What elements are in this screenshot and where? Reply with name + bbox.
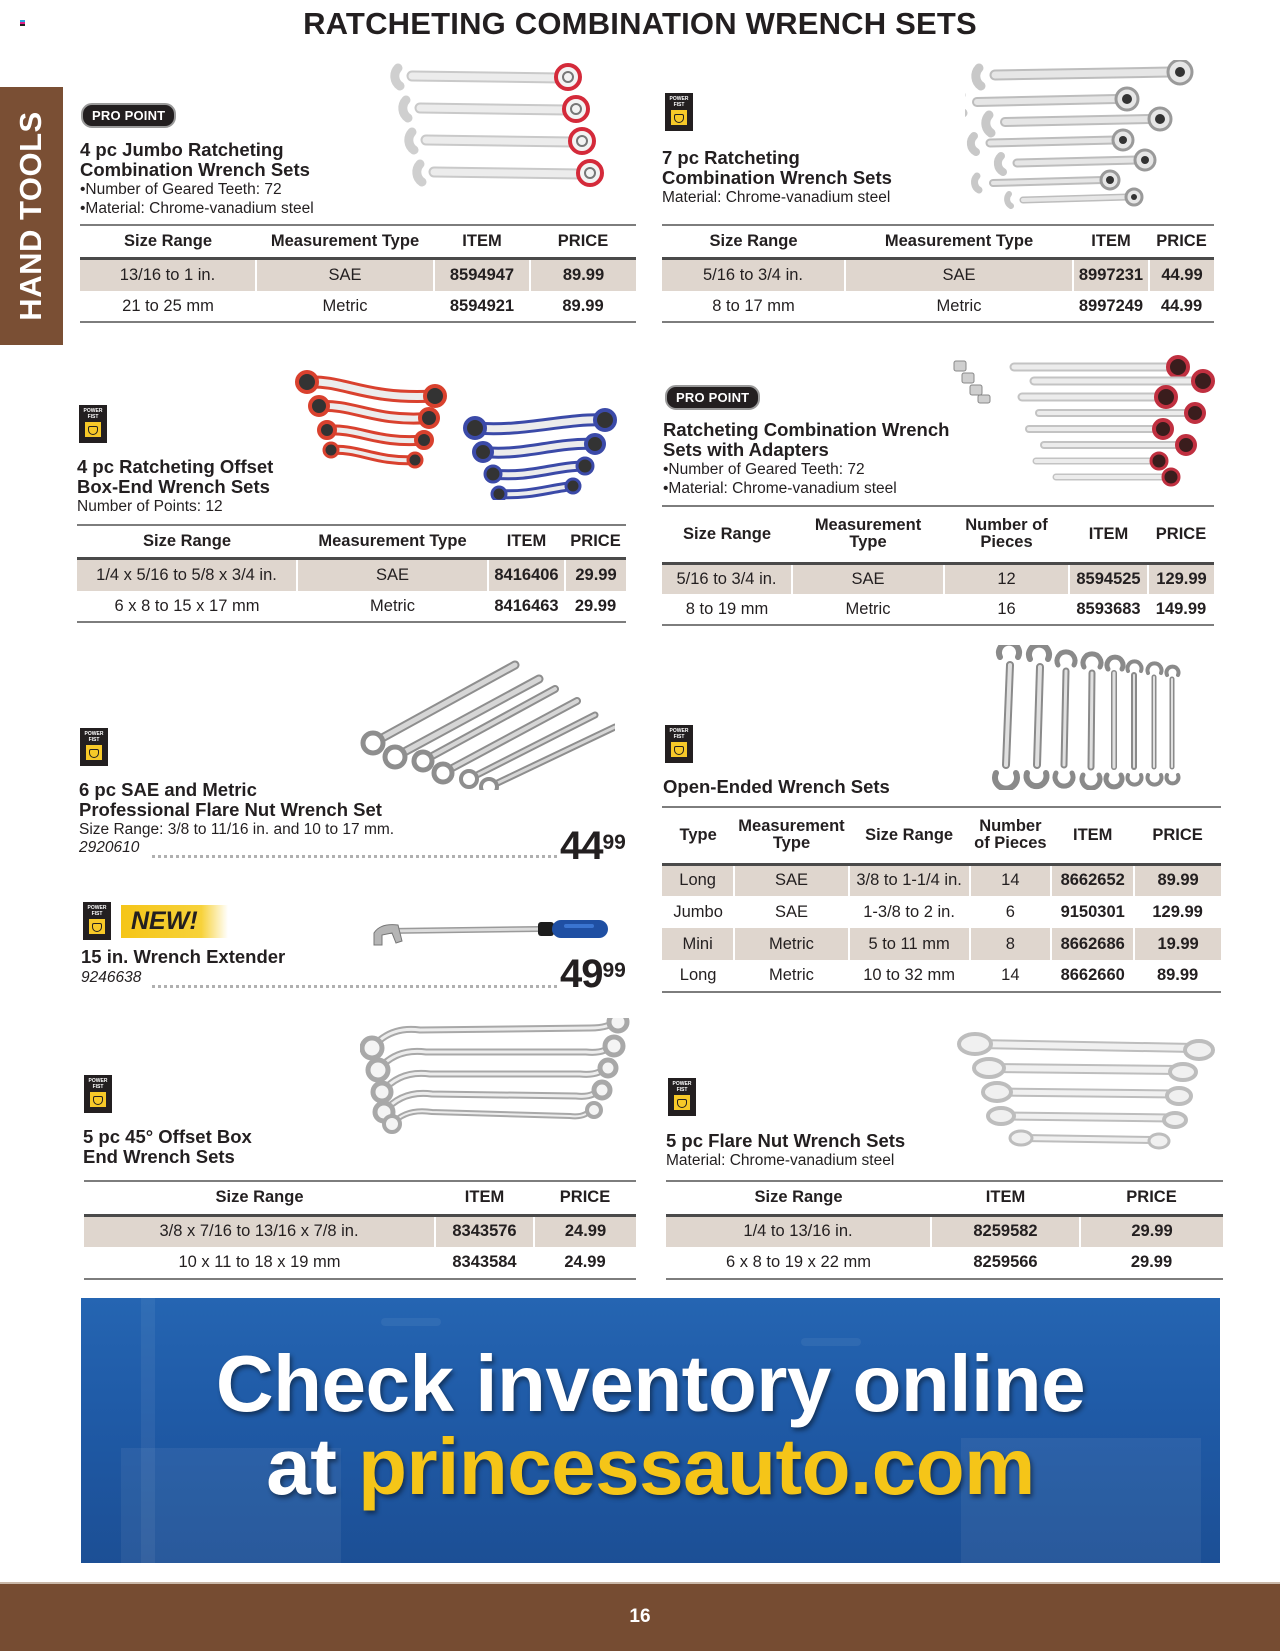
table-row [80, 258, 636, 291]
section-tab-label: HAND TOOLS [13, 111, 48, 321]
cell-measurement-type: SAE [256, 258, 434, 291]
product-wrench-extender [83, 902, 228, 940]
cell-measurement-type: Metric [769, 966, 814, 984]
product-open-ended [665, 725, 693, 768]
cell-price: 24.99 [564, 1253, 606, 1271]
column-header: PRICE [570, 531, 621, 550]
product-title: Combination Wrench Sets [80, 159, 310, 180]
product-info [80, 140, 314, 218]
product-title: Sets with Adapters [663, 439, 829, 460]
column-header: Measurement Type [318, 531, 467, 550]
cell-item-number: 8662660 [1060, 966, 1125, 984]
wrench-set-photo-icon [360, 1018, 640, 1138]
cell-measurement-type: Metric [322, 296, 368, 315]
product-spec-table [662, 505, 1214, 626]
cell-item-number: 8997249 [1078, 296, 1144, 315]
cell-price: 89.99 [1134, 864, 1221, 896]
cell-number-of-pieces: 12 [944, 563, 1069, 594]
cell-type: Long [679, 966, 717, 984]
product-spec: •Number of Geared Teeth: 72 [663, 461, 865, 478]
cell-size-range: 8 to 17 mm [712, 296, 795, 315]
column-header: PRICE [559, 1188, 611, 1207]
wrench-set-photo-icon [955, 1030, 1230, 1160]
column-header: Measurement Type [884, 231, 1034, 250]
cell-type: Jumbo [673, 902, 723, 921]
column-header: Type [679, 825, 717, 844]
cell-size-range: 5/16 to 3/4 in. [662, 563, 792, 594]
cell-measurement-type: Metric [370, 596, 415, 615]
table-row [84, 1247, 636, 1279]
table-row [662, 594, 1214, 625]
product-title: 5 pc Flare Nut Wrench Sets [666, 1130, 906, 1151]
product-spec-table [84, 1180, 636, 1280]
product-info [663, 420, 949, 498]
cell-price: 89.99 [562, 296, 604, 315]
cell-size-range: 6 x 8 to 19 x 22 mm [726, 1253, 871, 1271]
cell-measurement-type: SAE [792, 563, 944, 594]
wrench-set-photo-icon [990, 645, 1200, 790]
column-header: PRICE [1156, 231, 1207, 250]
banner-subline: at princessauto.com [266, 1422, 1035, 1511]
product-7pc-ratcheting [665, 93, 693, 136]
power-fist-logo-icon: POWER FIST [668, 1078, 696, 1116]
cell-price: 89.99 [1156, 966, 1199, 984]
product-title: 4 pc Ratcheting Offset [77, 456, 274, 477]
cell-item-number: 8594921 [449, 296, 515, 315]
product-spec: •Material: Chrome-vanadium steel [80, 200, 314, 217]
column-header: Size Range [215, 1188, 304, 1207]
cell-size-range: 1-3/8 to 2 in. [863, 902, 955, 921]
column-header: ITEM [1088, 524, 1129, 543]
product-price: $49^{99}$ [560, 952, 626, 996]
product-spec: Number of Points: 12 [77, 498, 223, 515]
table-row [662, 291, 1214, 322]
cell-item-number: 8343584 [452, 1253, 517, 1271]
product-spec: Size Range: 3/8 to 11/16 in. and 10 to 17 mm. [79, 821, 395, 838]
cell-measurement-type: SAE [774, 902, 808, 921]
product-title: 6 pc SAE and Metric [79, 779, 257, 800]
column-header: Size Range [123, 231, 213, 250]
cell-number-of-pieces: 14 [1001, 966, 1020, 984]
cell-number-of-pieces: 14 [970, 864, 1052, 896]
cell-price: 29.99 [565, 558, 626, 591]
product-spec: •Number of Geared Teeth: 72 [80, 181, 282, 198]
table-row [662, 928, 1221, 960]
column-header: Size Range [709, 231, 798, 250]
cell-measurement-type: SAE [845, 258, 1073, 291]
table-row [662, 258, 1214, 291]
cell-size-range: 1/4 to 13/16 in. [666, 1215, 931, 1247]
power-fist-logo-icon: POWER FIST [665, 93, 693, 131]
cell-measurement-type: SAE [297, 558, 488, 591]
cell-item-number: 8259582 [931, 1215, 1080, 1247]
column-header: Measurement Type [738, 817, 845, 853]
cell-item-number: 8259566 [973, 1253, 1038, 1271]
product-spec: Material: Chrome-vanadium steel [662, 189, 891, 206]
cell-price: 44.99 [1149, 258, 1214, 291]
page-title: RATCHETING COMBINATION WRENCH SETS [303, 6, 977, 41]
product-info [666, 1131, 905, 1170]
cell-type: Mini [662, 928, 734, 960]
table-row [662, 563, 1214, 594]
cell-measurement-type: Metric [936, 296, 982, 315]
product-with-adapters [665, 385, 760, 410]
column-header: ITEM [506, 531, 547, 550]
product-title: Professional Flare Nut Wrench Set [79, 799, 382, 820]
product-title: 15 in. Wrench Extender [81, 946, 286, 967]
product-flare-nut-5pc [668, 1078, 696, 1121]
pro-point-logo-icon: PRO POINT [81, 103, 176, 128]
cell-price: 24.99 [534, 1215, 636, 1247]
table-row [662, 960, 1221, 992]
cell-size-range: 13/16 to 1 in. [80, 258, 256, 291]
cell-size-range: 5/16 to 3/4 in. [662, 258, 845, 291]
product-title: End Wrench Sets [83, 1146, 235, 1167]
cell-price: 129.99 [1148, 563, 1214, 594]
product-sku: 9246638 [81, 969, 142, 986]
cell-item-number: 8662686 [1051, 928, 1134, 960]
cell-number-of-pieces: 8 [970, 928, 1052, 960]
product-title: Ratcheting Combination Wrench [663, 419, 950, 440]
column-header: ITEM [462, 231, 502, 250]
product-spec-table [662, 224, 1214, 323]
column-header: ITEM [985, 1188, 1026, 1207]
power-fist-logo-icon: POWER FIST [80, 728, 108, 766]
table-row [84, 1215, 636, 1247]
cell-price: 29.99 [1080, 1215, 1223, 1247]
product-info [662, 148, 892, 207]
product-title: 5 pc 45° Offset Box [83, 1126, 252, 1147]
column-header: Measurement Type [814, 516, 922, 552]
cell-size-range: 10 to 32 mm [863, 966, 955, 984]
product-title: Combination Wrench Sets [662, 167, 892, 188]
pro-point-logo-icon: PRO POINT [665, 385, 760, 410]
cell-item-number: 8662652 [1051, 864, 1134, 896]
cell-item-number: 8593683 [1076, 599, 1141, 618]
wrench-set-photo-icon [950, 355, 1220, 490]
dot-leader [152, 855, 557, 858]
power-fist-logo-icon: POWER FIST [79, 405, 107, 443]
column-header: ITEM [1072, 825, 1113, 844]
product-info [79, 780, 394, 857]
table-row [666, 1215, 1223, 1247]
column-header: ITEM [1091, 231, 1131, 250]
banner-headline: Check inventory online [215, 1339, 1086, 1428]
product-title: Box-End Wrench Sets [77, 476, 270, 497]
cell-measurement-type: SAE [734, 864, 848, 896]
product-title: Open-Ended Wrench Sets [663, 776, 890, 797]
cell-price: 149.99 [1155, 599, 1207, 618]
cell-size-range: 6 x 8 to 15 x 17 mm [114, 596, 260, 615]
cell-size-range: 3/8 x 7/16 to 13/16 x 7/8 in. [84, 1215, 435, 1247]
website-link[interactable]: princessauto.com [358, 1422, 1035, 1511]
page-footer [0, 1582, 1280, 1651]
table-row [80, 291, 636, 322]
wrench-set-photo-icon [355, 655, 615, 790]
cell-item-number: 8416463 [494, 596, 559, 615]
product-spec-table [666, 1180, 1223, 1280]
section-tab-hand-tools[interactable] [0, 87, 63, 345]
column-header: ITEM [464, 1188, 505, 1207]
cell-item-number: 9150301 [1060, 902, 1125, 921]
product-spec-table [662, 806, 1221, 993]
cell-number-of-pieces: 6 [1005, 902, 1015, 921]
cell-number-of-pieces: 16 [997, 599, 1016, 618]
product-spec: •Material: Chrome-vanadium steel [663, 480, 897, 497]
product-info [77, 457, 273, 516]
product-title: 7 pc Ratcheting [662, 147, 800, 168]
cell-price: 19.99 [1134, 928, 1221, 960]
table-row [77, 591, 626, 622]
wrench-extender-photo-icon [368, 915, 613, 960]
wrench-set-photo-icon [965, 60, 1225, 210]
column-header: Number of Pieces [965, 516, 1048, 552]
cell-size-range: 1/4 x 5/16 to 5/8 x 3/4 in. [77, 558, 297, 591]
cell-price: 129.99 [1152, 902, 1203, 921]
column-header: Size Range [865, 825, 954, 844]
cell-size-range: 8 to 19 mm [685, 599, 769, 618]
product-flare-nut-6pc [80, 728, 108, 771]
table-row [662, 896, 1221, 928]
cell-item-number: 8997231 [1073, 258, 1149, 291]
table-row [77, 558, 626, 591]
wrench-set-photo-icon [390, 58, 610, 203]
table-row [666, 1247, 1223, 1279]
cell-measurement-type: Metric [734, 928, 848, 960]
cell-size-range: 3/8 to 1-1/4 in. [849, 864, 970, 896]
cell-item-number: 8343576 [435, 1215, 534, 1247]
column-header: Size Range [754, 1188, 843, 1207]
cell-price: 29.99 [1130, 1253, 1173, 1271]
cell-item-number: 8594947 [434, 258, 530, 291]
product-spec-table [77, 524, 626, 623]
power-fist-logo-icon: POWER FIST [84, 1075, 112, 1113]
column-header: PRICE [1126, 1188, 1177, 1207]
cell-price: 89.99 [530, 258, 636, 291]
cell-size-range: 21 to 25 mm [122, 296, 214, 315]
dot-leader [152, 985, 557, 988]
product-offset-box-45 [84, 1075, 112, 1118]
column-header: PRICE [1155, 524, 1207, 543]
cell-measurement-type: Metric [845, 599, 891, 618]
product-spec-table [80, 224, 636, 323]
table-row [662, 864, 1221, 896]
column-header: Size Range [142, 531, 232, 550]
column-header: PRICE [557, 231, 609, 250]
power-fist-logo-icon: POWER FIST [83, 902, 111, 940]
cell-item-number: 8416406 [488, 558, 565, 591]
new-badge: NEW! [121, 905, 228, 938]
cell-type: Long [662, 864, 734, 896]
check-inventory-banner[interactable] [81, 1298, 1220, 1563]
page-number: 16 [629, 1606, 651, 1627]
product-info [81, 947, 285, 987]
column-header: PRICE [1152, 825, 1203, 844]
column-header: Measurement Type [270, 231, 420, 250]
power-fist-logo-icon: POWER FIST [665, 725, 693, 763]
product-info [83, 1127, 252, 1167]
cell-item-number: 8594525 [1069, 563, 1148, 594]
product-spec: Material: Chrome-vanadium steel [666, 1152, 895, 1169]
product-price: $44^{99}$ [560, 824, 626, 868]
product-offset-box-end [79, 405, 107, 448]
wrench-set-photo-icon [285, 370, 620, 500]
cell-size-range: 10 x 11 to 18 x 19 mm [178, 1253, 341, 1271]
product-jumbo-ratcheting [81, 103, 176, 128]
column-header: Number of Pieces [974, 817, 1047, 853]
cell-price: 29.99 [574, 596, 617, 615]
cell-price: 44.99 [1160, 296, 1203, 315]
cell-size-range: 5 to 11 mm [849, 928, 970, 960]
column-header: Size Range [682, 524, 772, 543]
product-sku: 2920610 [79, 839, 140, 856]
product-title: 4 pc Jumbo Ratcheting [80, 139, 284, 160]
product-info [663, 777, 890, 797]
